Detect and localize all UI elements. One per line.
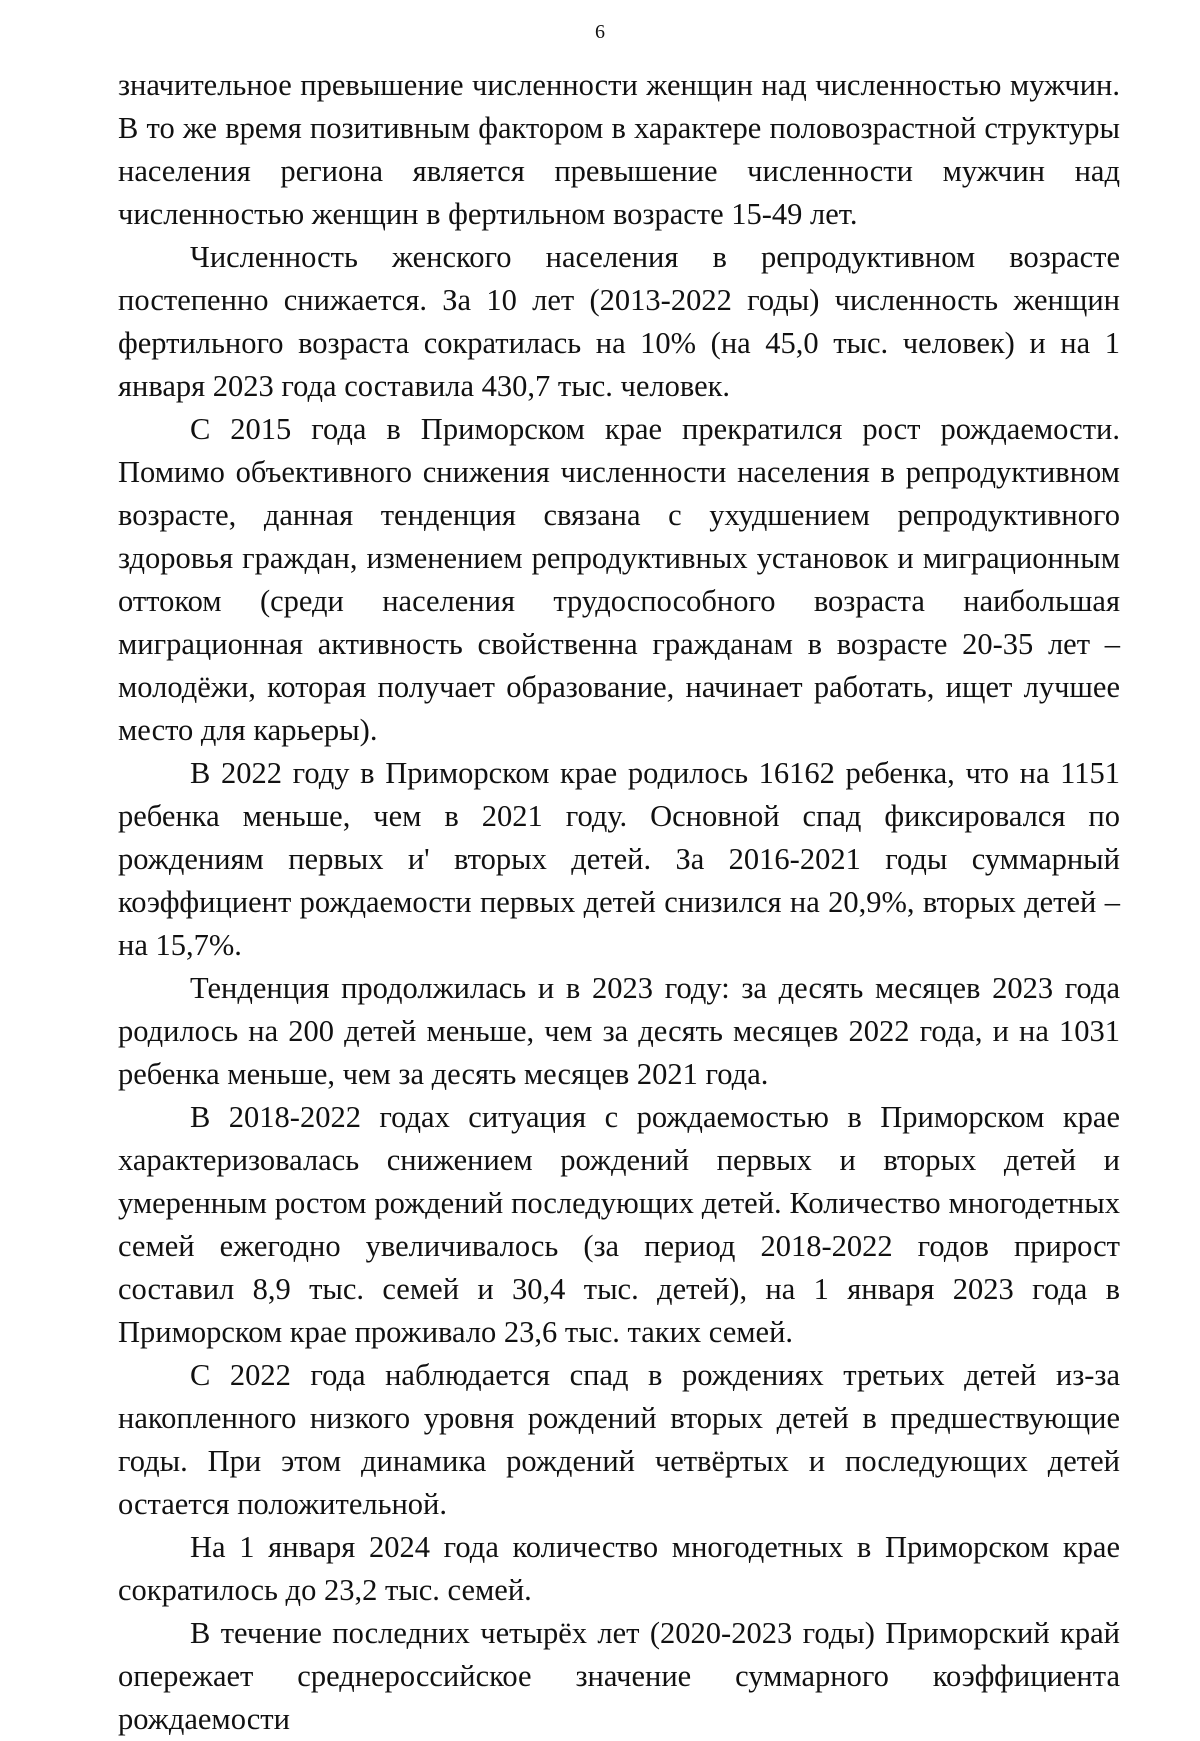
paragraph-trend-2023: Тенденция продолжилась и в 2023 году: за десять месяцев 2023 года родилось на 200 детей меньше, чем за десять месяцев 2022 года, и на 1031 ребенка меньше, чем за десять месяцев 2021 года. bbox=[118, 971, 1120, 1091]
paragraph-fertile-women: Численность женского населения в репродуктивном возрасте постепенно снижается. За 10 лет (2013-2022 годы) численность женщин фертильного возраста сократилась на 10% (на 45,0 тыс. человек) и на 1 января 2023 года составила 430,7 тыс. человек. bbox=[118, 240, 1120, 403]
paragraph-large-families-2024: На 1 января 2024 года количество многодетных в Приморском крае сократилось до 23,2 тыс. семей. bbox=[118, 1530, 1120, 1607]
paragraph-population-structure: значительное превышение численности женщин над численностью мужчин. В то же время позитивным фактором в характере половозрастной структуры населения региона является превышение численности мужчин над численностью женщин в фертильном возрасте 15-49 лет. bbox=[118, 68, 1120, 231]
paragraph-third-children: С 2022 года наблюдается спад в рождениях третьих детей из-за накопленного низкого уровня рождений вторых детей в предшествующие годы. При этом динамика рождений четвёртых и последующих детей остается положительной. bbox=[118, 1358, 1120, 1521]
paragraph-birth-rate-decline: С 2015 года в Приморском крае прекратился рост рождаемости. Помимо объективного снижения численности населения в репродуктивном возрасте, данная тенденция связана с ухудшением репродуктивного здоровья граждан, изменением репродуктивных установок и миграционным оттоком (среди населения трудоспособного возраста наибольшая миграционная активность свойственна гражданам в возрасте 20-35 лет – молодёжи, которая получает образование, начинает работать, ищет лучшее место для карьеры). bbox=[118, 412, 1120, 747]
document-body bbox=[118, 64, 1120, 1741]
paragraph-fertility-coefficient: В течение последних четырёх лет (2020-2023 годы) Приморский край опережает среднероссийское значение суммарного коэффициента рождаемости bbox=[118, 1616, 1120, 1736]
page-number: 6 bbox=[595, 21, 605, 43]
paragraph-large-families-2018-2022: В 2018-2022 годах ситуация с рождаемостью в Приморском крае характеризовалась снижением рождений первых и вторых детей и умеренным ростом рождений последующих детей. Количество многодетных семей ежегодно увеличивалось (за период 2018-2022 годов прирост составил 8,9 тыс. семей и 30,4 тыс. детей), на 1 января 2023 года в Приморском крае проживало 23,6 тыс. таких семей. bbox=[118, 1100, 1120, 1349]
paragraph-births-2022: В 2022 году в Приморском крае родилось 16162 ребенка, что на 1151 ребенка меньше, чем в 2021 году. Основной спад фиксировался по рождениям первых и' вторых детей. За 2016-2021 годы суммарный коэффициент рождаемости первых детей снизился на 20,9%, вторых детей – на 15,7%. bbox=[118, 756, 1120, 962]
